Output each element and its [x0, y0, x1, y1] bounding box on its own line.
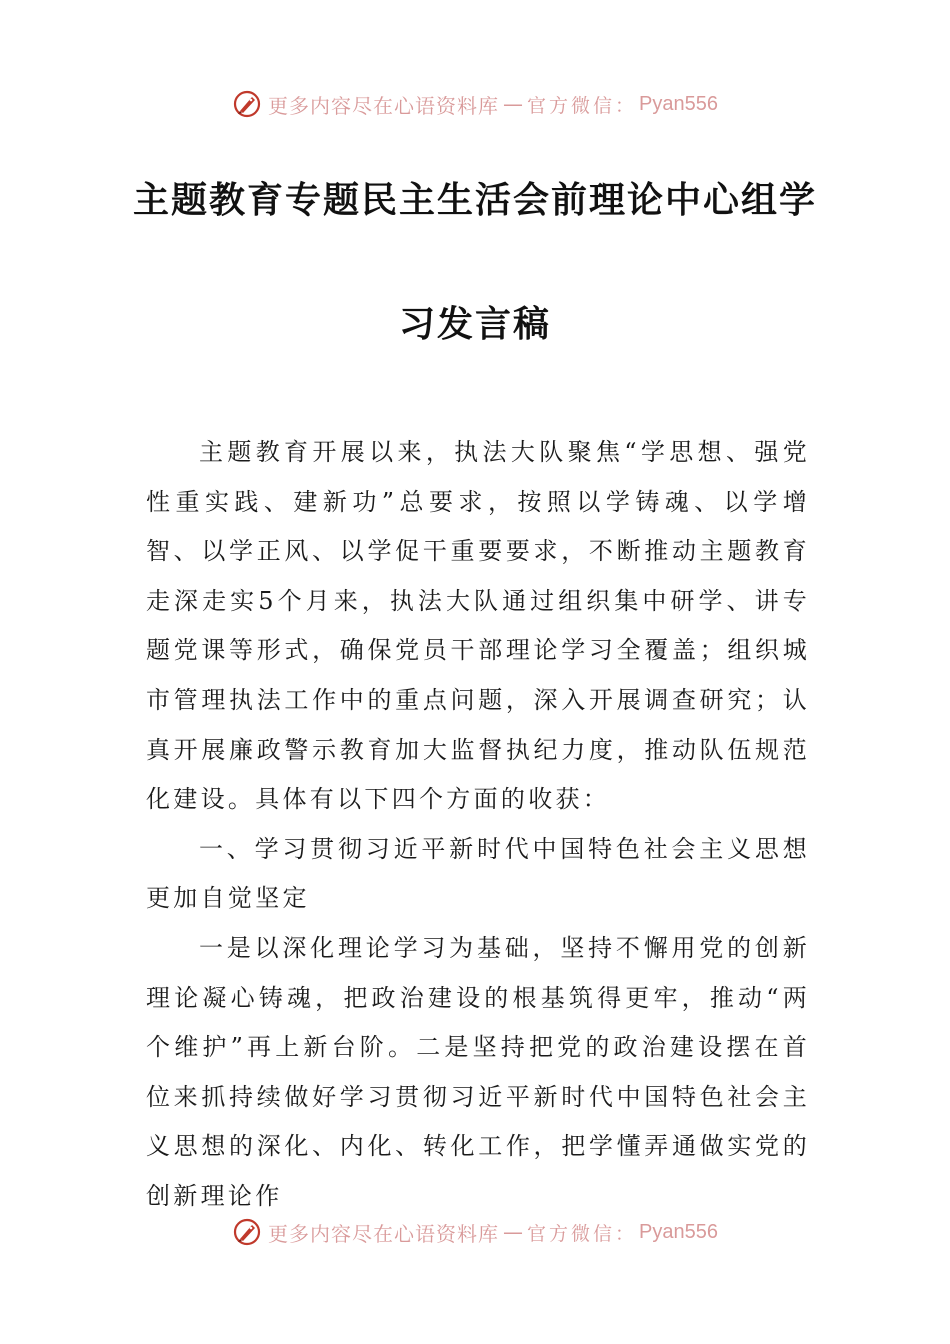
watermark-main-text: 更多内容尽在心语资料库 — [268, 1221, 499, 1246]
document-body — [146, 428, 810, 1222]
watermark-sub-text: 官方微信： — [527, 1222, 638, 1245]
pen-nib-logo-icon — [232, 89, 262, 119]
document-title-line-2: 习发言稿 — [398, 304, 551, 345]
watermark-separator: — — [503, 92, 523, 116]
footer-watermark — [0, 1212, 950, 1252]
pen-nib-logo-icon — [232, 1217, 262, 1247]
watermark-sub-text: 官方微信： — [527, 94, 638, 117]
document-title-line-1: 主题教育专题民主生活会前理论中心组学 — [132, 180, 817, 221]
paragraph: 一是以深化理论学习为基础，坚持不懈用党的创新理论凝心铸魂，把政治建设的根基筑得更牢，推动“两个维护”再上新台阶。二是坚持把党的政治建设摆在首位来抓持续做好学习贯彻习近平新时代中国特色社会主义思想的深化、内化、转化工作，把学懂弄通做实党的创新理论作 — [146, 933, 810, 1210]
watermark-separator: — — [503, 1220, 523, 1244]
watermark-main-text: 更多内容尽在心语资料库 — [268, 93, 499, 118]
paragraph: 主题教育开展以来，执法大队聚焦“学思想、强党性重实践、建新功”总要求，按照以学铸魂、以学增智、以学正风、以学促干重要要求，不断推动主题教育走深走实5个月来，执法大队通过组织集中研学、讲专题党课等形式，确保党员干部理论学习全覆盖；组织城市管理执法工作中的重点问题，深入开展调查研究；认真开展廉政警示教育加大监督执纪力度，推动队伍规范化建设。具体有以下四个方面的收获： — [146, 438, 810, 814]
watermark-wechat-id: Pyan556 — [639, 92, 718, 115]
header-watermark — [0, 84, 950, 124]
paragraph: 一、学习贯彻习近平新时代中国特色社会主义思想更加自觉坚定 — [146, 834, 810, 913]
watermark-wechat-id: Pyan556 — [639, 1220, 718, 1243]
